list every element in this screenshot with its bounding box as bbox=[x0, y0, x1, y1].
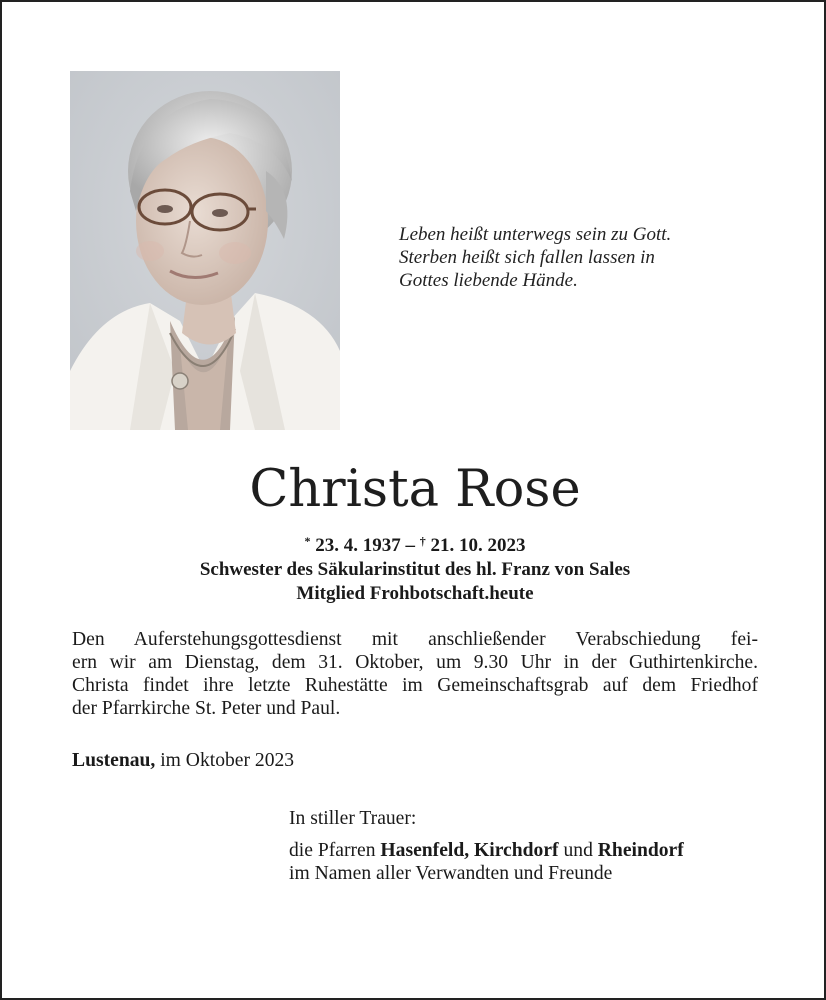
life-dates bbox=[2, 529, 826, 558]
death-symbol: † bbox=[419, 534, 426, 548]
parishes-line bbox=[289, 839, 789, 862]
motto-line: Sterben heißt sich fallen lassen in bbox=[399, 247, 655, 268]
deceased-name: Christa Rose bbox=[249, 460, 581, 519]
birth-date: 23. 4. 1937 bbox=[315, 535, 401, 556]
motto-line: Gottes liebende Hände. bbox=[399, 270, 578, 291]
parish-name: Rheindorf bbox=[597, 840, 684, 861]
death-date: 21. 10. 2023 bbox=[430, 535, 526, 556]
life-details bbox=[2, 529, 826, 606]
parish-name: Kirchdorf bbox=[474, 840, 559, 861]
announcement-line: Den Auferstehungsgottesdienst mit anschließender Verabschiedung fei- bbox=[72, 629, 758, 650]
place-and-date bbox=[72, 749, 294, 772]
funeral-announcement bbox=[72, 628, 758, 720]
date-text: im Oktober 2023 bbox=[160, 750, 295, 771]
place: Lustenau, bbox=[72, 750, 156, 771]
mourning-intro: In stiller Trauer: bbox=[289, 808, 417, 829]
announcement-line: ern wir am Dienstag, dem 31. Oktober, um 9.30 Uhr in der Guthirtenkirche. bbox=[72, 652, 758, 673]
parish-name: Hasenfeld, bbox=[380, 840, 470, 861]
mourners-block bbox=[289, 807, 789, 885]
affiliation-line: Schwester des Säkularinstitut des hl. Franz von Sales bbox=[199, 559, 631, 580]
relatives-line: im Namen aller Verwandten und Freunde bbox=[289, 863, 613, 884]
and-word: und bbox=[563, 840, 593, 861]
announcement-line: der Pfarrkirche St. Peter und Paul. bbox=[72, 698, 341, 719]
membership-line: Mitglied Frohbotschaft.heute bbox=[296, 583, 534, 604]
portrait-photo bbox=[70, 71, 340, 430]
motto-line: Leben heißt unterwegs sein zu Gott. bbox=[399, 224, 672, 245]
announcement-line: Christa findet ihre letzte Ruhestätte im Gemeinschaftsgrab auf dem Friedhof bbox=[72, 675, 758, 696]
motto-quote bbox=[399, 223, 779, 292]
birth-symbol: * bbox=[304, 534, 311, 548]
mourners-prefix: die Pfarren bbox=[289, 840, 376, 861]
date-dash: – bbox=[405, 535, 415, 556]
portrait-image bbox=[70, 71, 340, 430]
